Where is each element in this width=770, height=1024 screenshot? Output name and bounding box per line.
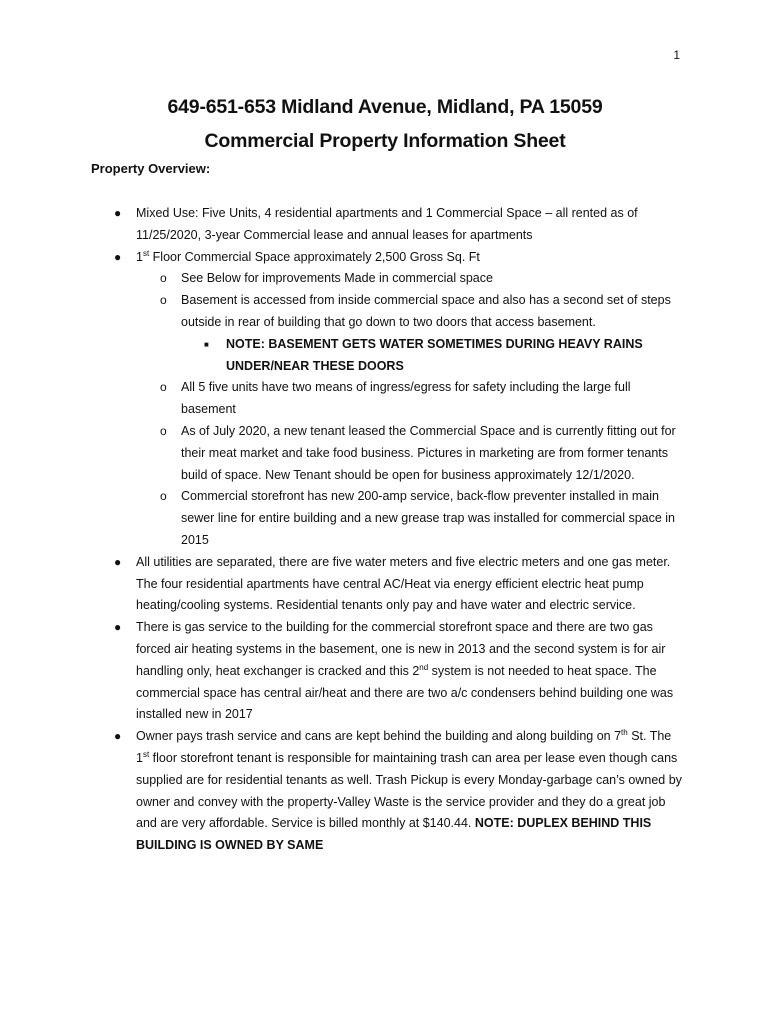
document-title: 649-651-653 Midland Avenue, Midland, PA 15059 [167,96,603,118]
bullet-icon: ● [114,206,122,220]
list-item-text: 1 [136,249,143,264]
superscript: st [142,749,150,759]
list-item-trash [0,726,770,857]
circle-bullet-icon: o [160,423,167,438]
note-basement-water [0,334,770,378]
note-duplex: NOTE: DUPLEX BEHIND THIS BUILDING IS OWNED BY SAME [136,816,652,853]
sub-item-basement [0,290,770,334]
sub-item-text: See Below for improvements Made in commercial space [181,271,493,286]
list-item-mixed-use [0,203,770,247]
bullet-icon: ● [114,554,122,569]
superscript: nd [419,662,429,672]
sub-item-text: Basement is accessed from inside commercial space and also has a second set of steps outside in rear of building that go down to two doors that access basement. [181,293,671,329]
circle-bullet-icon: o [160,380,167,395]
list-item-text: floor storefront tenant is responsible for maintaining trash can area per lease even though cans supplied are for residential tenants as well. Trash Pickup is every Monday-garbage can’s owned by owner and convey with the property-Valley Waste is the service provider and they do a great job and are very affordable. Service is billed monthly at $140.44. [136,750,682,831]
sub-item-new-tenant [0,421,770,486]
list-item-text: Owner pays trash service and cans are kept behind the building and along building on 7 [136,729,622,744]
overview-list [0,203,770,857]
square-bullet-icon: ■ [204,339,209,349]
list-item-text: Mixed Use: Five Units, 4 residential apartments and 1 Commercial Space – all rented as of 11/25/2020, 3-year Commercial lease and annual leases for apartments [136,206,638,242]
circle-bullet-icon: o [160,293,167,308]
sub-item-text: All 5 five units have two means of ingress/egress for safety including the large full basement [181,380,631,417]
list-item-gas-service [0,617,770,726]
circle-bullet-icon: o [160,271,167,286]
sub-item-text: As of July 2020, a new tenant leased the Commercial Space and is currently fitting out for their meat market and take food business. Pictures in marketing are from former tenants build of space. New Tenant should be open for business approximately 12/1/2020. [181,423,676,482]
superscript: st [142,248,150,258]
circle-bullet-icon: o [160,489,167,504]
bullet-icon: ● [114,620,122,635]
list-item-text: Floor Commercial Space approximately 2,500 Gross Sq. Ft [149,249,480,264]
list-item-text: There is gas service to the building for the commercial storefront space and there are two gas forced air heating systems in the basement, one is new in 2013 and the second system is for air handling only, heat exchanger is cracked and this 2 [136,620,666,678]
list-item-text: St. The 1 [136,729,672,765]
bullet-icon: ● [114,729,122,744]
list-item-text: system is not needed to heat space. The commercial space has central air/heat and there are two a/c condensers behind building one was installed new in 2017 [136,663,674,722]
list-item-floor [0,247,770,269]
document-subtitle: Commercial Property Information Sheet [204,130,566,152]
page-number: 1 [673,48,680,62]
list-item-utilities [0,552,770,617]
superscript: th [621,728,628,738]
sub-item-improvements [0,268,770,290]
sub-item-ingress [0,377,770,421]
section-heading: Property Overview: [91,161,211,176]
note-text: NOTE: BASEMENT GETS WATER SOMETIMES DURING HEAVY RAINS UNDER/NEAR THESE DOORS [226,336,643,373]
sub-item-storefront [0,486,770,551]
sub-item-text: Commercial storefront has new 200-amp service, back-flow preventer installed in main sewer line for entire building and a new grease trap was installed for commercial space in 2015 [181,489,676,547]
bullet-icon: ● [114,249,122,264]
list-item-text: All utilities are separated, there are five water meters and five electric meters and one gas meter. The four residential apartments have central AC/Heat via energy efficient electric heat pump heating/cooling systems. Residential tenants only pay and have water and electric service. [136,554,671,613]
